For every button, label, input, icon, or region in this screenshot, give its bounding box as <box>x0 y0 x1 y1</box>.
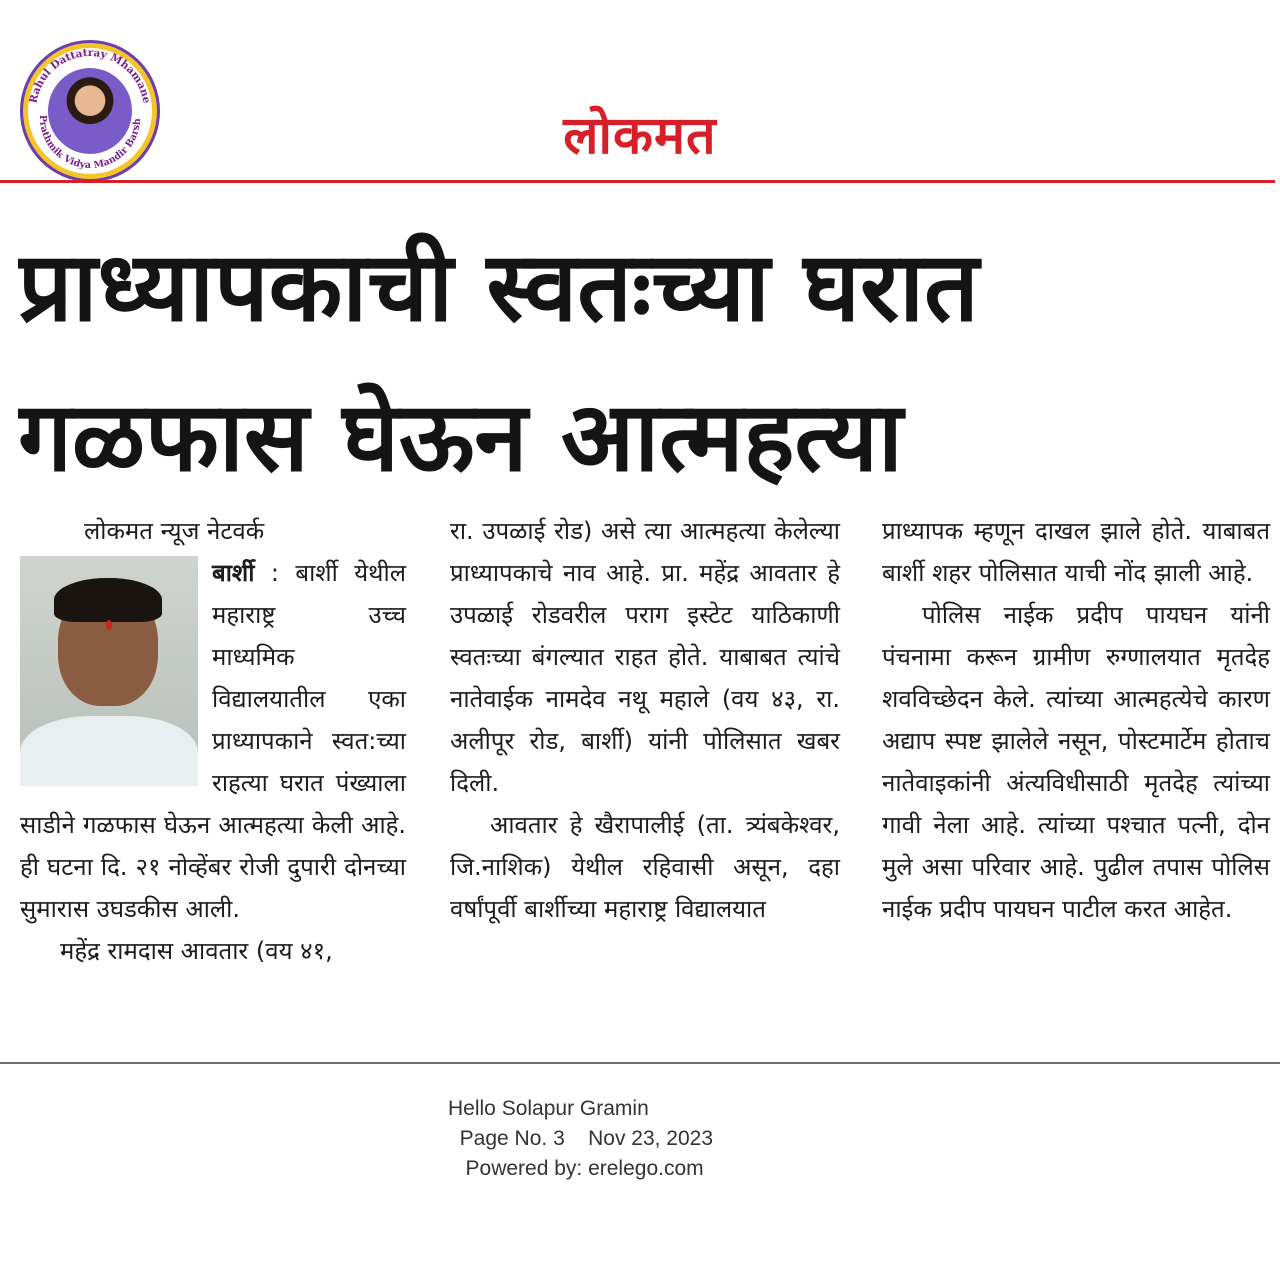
badge-name: Rahul Dattatray Mhamane <box>27 46 153 105</box>
footer-date: Nov 23, 2023 <box>588 1127 714 1150</box>
professor-photo <box>20 556 198 786</box>
page-footer <box>448 1094 713 1184</box>
paragraph: पोलिस नाईक प्रदीप पायघन यांनी पंचनामा करून ग्रामीण रुग्णालयात मृतदेह शवविच्छेदन केले. त्यांच्या आत्महत्येचे कारण अद्याप स्पष्ट झालेले नसून, पोस्टमार्टेम होताच नातेवाइकांनी अंत्यविधीसाठी मृतदेह त्यांच्या गावी नेला आहे. त्यांच्या पश्चात पत्नी, दोन मुले असा परिवार आहे. पुढील तपास पोलिस नाईक प्रदीप पायघन पाटील करत आहेत. <box>882 601 1270 923</box>
byline: लोकमत न्यूज नेटवर्क <box>84 517 265 545</box>
photo-hairline <box>54 578 162 622</box>
svg-text:Rahul Dattatray Mhamane <box>27 47 152 105</box>
headline-line-2: गळफास घेऊन आत्महत्या <box>18 381 903 493</box>
lead-paragraph <box>20 552 406 930</box>
article-headline <box>18 212 1268 512</box>
newspaper-masthead: लोकमत <box>563 105 717 166</box>
lead-text: : बार्शी येथील महाराष्ट्र उच्च माध्यमिक विद्यालयातील एका प्राध्यापकाने स्वत:च्या राहत्या घरात पंख्याला साडीने गळफास घेऊन आत्महत्या केली आहे. ही घटना दि. २१ नोव्हेंबर रोजी दुपारी दोनच्या सुमारास उघडकीस आली. <box>20 559 406 923</box>
footer-edition: Hello Solapur Gramin <box>448 1097 649 1120</box>
headline-line-1: प्राध्यापकाची स्वतःच्या घरात <box>18 231 979 343</box>
article-column-2 <box>450 510 840 930</box>
paragraph: आवतार हे खैरापालीई (ता. त्र्यंबकेश्वर, जि.नाशिक) येथील रहिवासी असून, दहा वर्षांपूर्वी बार्शीच्या महाराष्ट्र विद्यालयात <box>450 811 840 923</box>
dateline: बार्शी <box>212 559 255 587</box>
paragraph: महेंद्र रामदास आवतार (वय ४१, <box>60 937 333 965</box>
masthead-rule <box>0 180 1275 183</box>
footer-page-line <box>448 1124 713 1154</box>
photo-tilak <box>106 620 112 630</box>
article-column-3 <box>882 510 1270 930</box>
paragraph: रा. उपळाई रोड) असे त्या आत्महत्या केलेल्या प्राध्यापकाचे नाव आहे. प्रा. महेंद्र आवतार हे उपळाई रोडवरील पराग इस्टेट याठिकाणी स्वतःच्या बंगल्यात राहत होते. याबाबत त्यांचे नातेवाईक नामदेव नथू महाले (वय ४३, रा. अलीपूर रोड, बार्शी) यांनी पोलिसात खबर दिली. <box>450 517 840 797</box>
footer-rule <box>0 1062 1280 1064</box>
paragraph: प्राध्यापक म्हणून दाखल झाले होते. याबाबत बार्शी शहर पोलिसात याची नोंद झाली आहे. <box>882 517 1270 587</box>
photo-shirt <box>20 716 198 786</box>
badge-school: Prathmik Vidya Mandir Barsh <box>36 114 144 172</box>
article-column-1 <box>20 510 406 972</box>
footer-page: Page No. 3 <box>459 1127 565 1150</box>
footer-powered: Powered by: erelego.com <box>465 1157 704 1180</box>
